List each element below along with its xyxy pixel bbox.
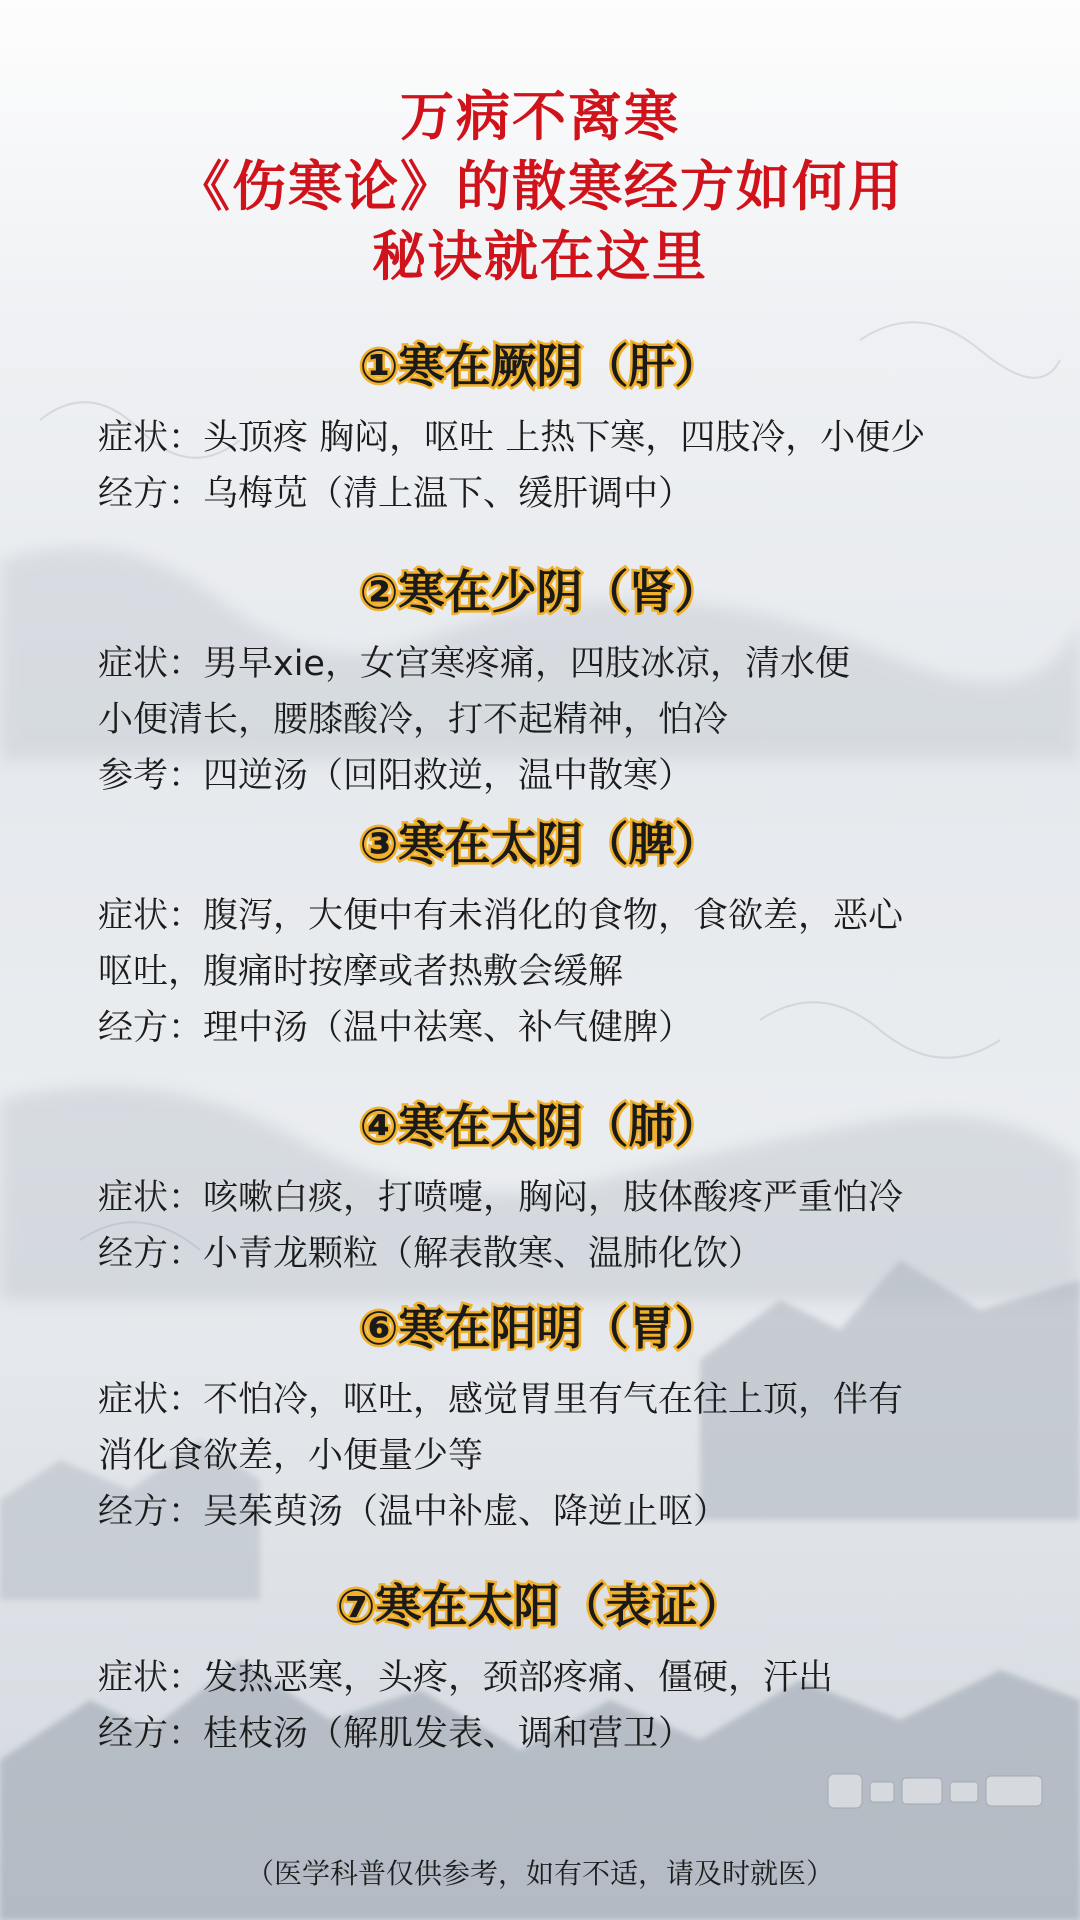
section-yangming-stomach <box>98 1298 1058 1540</box>
section-line: 症状：发热恶寒，头疼，颈部疼痛、僵硬，汗出 <box>98 1658 834 1698</box>
section-line: 经方：理中汤（温中祛寒、补气健脾） <box>98 1008 694 1048</box>
section-taiyang-exterior <box>98 1576 1058 1762</box>
section-line: 症状：男早xie，女宫寒疼痛，四肢冰凉，清水便 <box>98 644 850 684</box>
section-line: 症状：咳嗽白痰，打喷嚏，胸闷，肢体酸疼严重怕冷 <box>98 1178 904 1218</box>
section-line: 消化食欲差，小便量少等 <box>98 1436 484 1476</box>
section-line: 经方：桂枝汤（解肌发表、调和营卫） <box>98 1714 694 1754</box>
section-line: 症状：头顶疼 胸闷，呕吐 上热下寒，四肢冷，小便少 <box>98 418 926 458</box>
disclaimer-footer: （医学科普仅供参考，如有不适，请及时就医） <box>245 1857 834 1890</box>
title-line-1: 万病不离寒 <box>400 85 680 148</box>
section-jueyin-liver <box>98 336 1058 522</box>
section-line: 经方：小青龙颗粒（解表散寒、温肺化饮） <box>98 1234 764 1274</box>
section-line: 参考：四逆汤（回阳救逆，温中散寒） <box>98 756 694 796</box>
section-shaoyin-kidney <box>98 562 1058 804</box>
watermark-logo-icon <box>818 1760 1058 1820</box>
section-taiyin-spleen <box>98 814 1058 1056</box>
title-line-3: 秘诀就在这里 <box>372 225 708 288</box>
title-block <box>0 82 1080 292</box>
section-line: 呕吐，腹痛时按摩或者热敷会缓解 <box>98 952 624 992</box>
section-line: 经方：吴茱萸汤（温中补虚、降逆止呕） <box>98 1492 729 1532</box>
section-heading: ⑥寒在阳明（胃） <box>359 1301 721 1355</box>
section-line: 症状：腹泻，大便中有未消化的食物，食欲差，恶心 <box>98 896 904 936</box>
section-heading: ③寒在太阴（脾） <box>359 817 721 871</box>
section-heading: ⑦寒在太阳（表证） <box>336 1579 744 1633</box>
section-line: 经方：乌梅苋（清上温下、缓肝调中） <box>98 474 694 514</box>
section-line: 症状：不怕冷，呕吐，感觉胃里有气在往上顶，伴有 <box>98 1380 904 1420</box>
section-heading: ②寒在少阴（肾） <box>359 565 721 619</box>
section-heading: ①寒在厥阴（肝） <box>359 339 721 393</box>
section-taiyin-lung <box>98 1096 1058 1282</box>
title-line-2: 《伤寒论》的散寒经方如何用 <box>176 155 904 218</box>
section-heading: ④寒在太阴（肺） <box>359 1099 721 1153</box>
section-line: 小便清长，腰膝酸冷，打不起精神，怕冷 <box>98 700 729 740</box>
